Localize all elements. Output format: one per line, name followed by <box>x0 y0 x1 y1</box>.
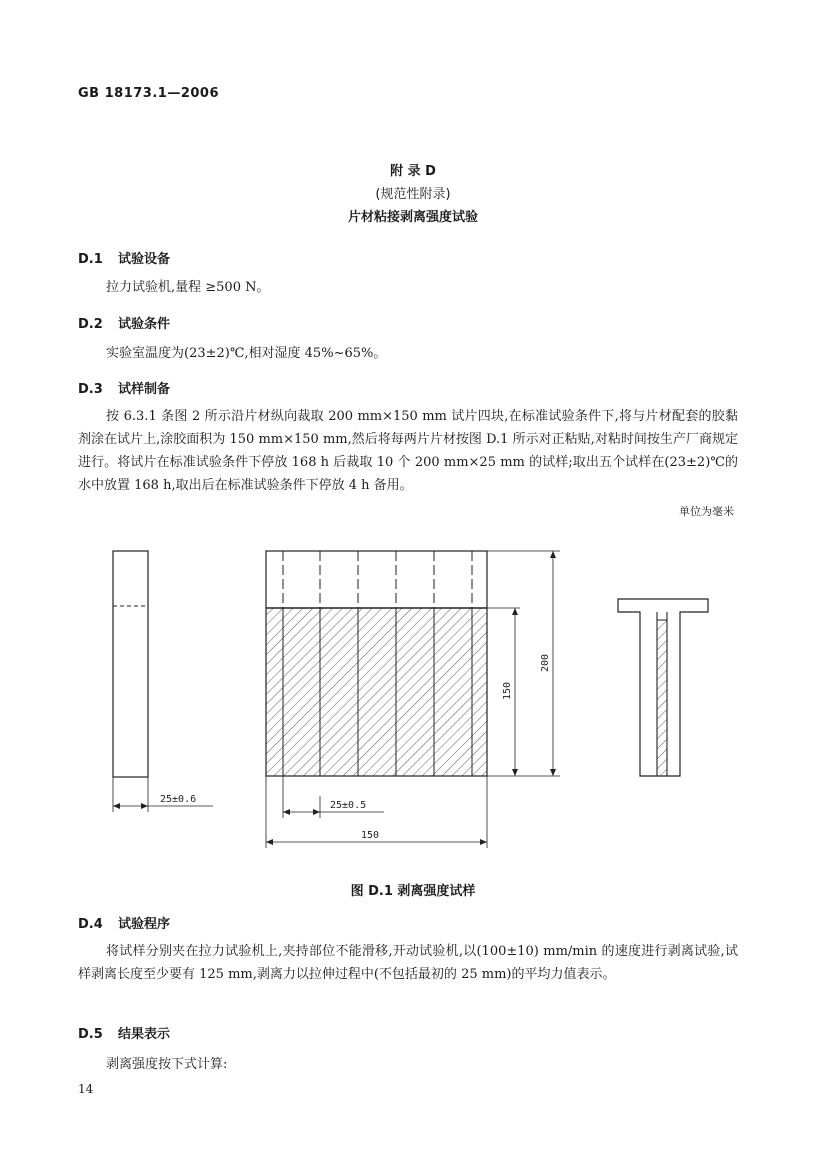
standard-number: GB 18173.1—2006 <box>78 86 219 101</box>
dim-side-width: 25±0.6 <box>160 794 197 805</box>
figure-peel-specimen <box>0 530 826 860</box>
section-title: 试验设备 <box>118 252 171 267</box>
front-view <box>266 551 560 848</box>
section-title: 试验条件 <box>118 317 171 332</box>
section-title: 试样制备 <box>118 382 171 397</box>
page-number: 14 <box>78 1082 94 1096</box>
section-number: D.2 <box>78 317 103 332</box>
t-peel-view <box>618 599 708 776</box>
section-title: 试验程序 <box>118 917 171 932</box>
section-title: 结果表示 <box>118 1027 171 1042</box>
paragraph-d3: 按 6.3.1 条图 2 所示沿片材纵向裁取 200 mm×150 mm 试片四块,在标准试验条件下,将与片材配套的胶黏剂涂在试片上,涂胶面积为 150 mm×150 mm,然后将每两片片材按图 D.1 所示对正粘贴,对粘时间按生产厂商规定进行。将试片在标准试验条件下停放 168 h 后裁取 10 个 200 mm×25 mm 的试样;取出五个试样在(23±2)℃的水中放置 168 h,取出后在标准试验条件下停放 4 h 备用。 <box>78 409 738 493</box>
section-number: D.5 <box>78 1027 103 1042</box>
paragraph-d1: 拉力试验机,量程 ≥500 N。 <box>106 280 270 295</box>
side-view-outline <box>113 551 148 777</box>
section-number: D.4 <box>78 917 103 932</box>
adhesive-layer <box>657 620 667 776</box>
appendix-title: 附 录 D <box>390 164 436 179</box>
figure-caption: 图 D.1 剥离强度试样 <box>350 884 476 899</box>
section-heading-d5 <box>78 1023 170 1042</box>
section-heading-d2 <box>78 313 170 332</box>
bonded-area-hatch <box>266 608 487 776</box>
paragraph-d5: 剥离强度按下式计算: <box>106 1057 228 1072</box>
appendix-name: 片材粘接剥离强度试验 <box>347 210 478 225</box>
dim-bonded-height: 150 <box>502 681 513 700</box>
section-number: D.1 <box>78 252 103 267</box>
section-heading-d3 <box>78 378 170 397</box>
section-heading-d4 <box>78 913 170 932</box>
unit-note: 单位为毫米 <box>679 505 734 518</box>
section-number: D.3 <box>78 382 103 397</box>
paragraph-d2: 实验室温度为(23±2)℃,相对湿度 45%~65%。 <box>106 346 387 361</box>
section-heading-d1 <box>78 248 170 267</box>
appendix-subtitle: (规范性附录) <box>375 187 451 202</box>
dim-total-width: 150 <box>361 830 380 841</box>
dim-strip-width: 25±0.5 <box>330 800 367 811</box>
dim-total-height: 200 <box>540 653 551 672</box>
side-view <box>113 551 213 812</box>
paragraph-d4: 将试样分别夹在拉力试验机上,夹持部位不能滑移,开动试验机,以(100±10) mm/min 的速度进行剥离试验,试样剥离长度至少要有 125 mm,剥离力以拉伸过程中(不包括最初的 25 mm)的平均力值表示。 <box>78 944 738 982</box>
